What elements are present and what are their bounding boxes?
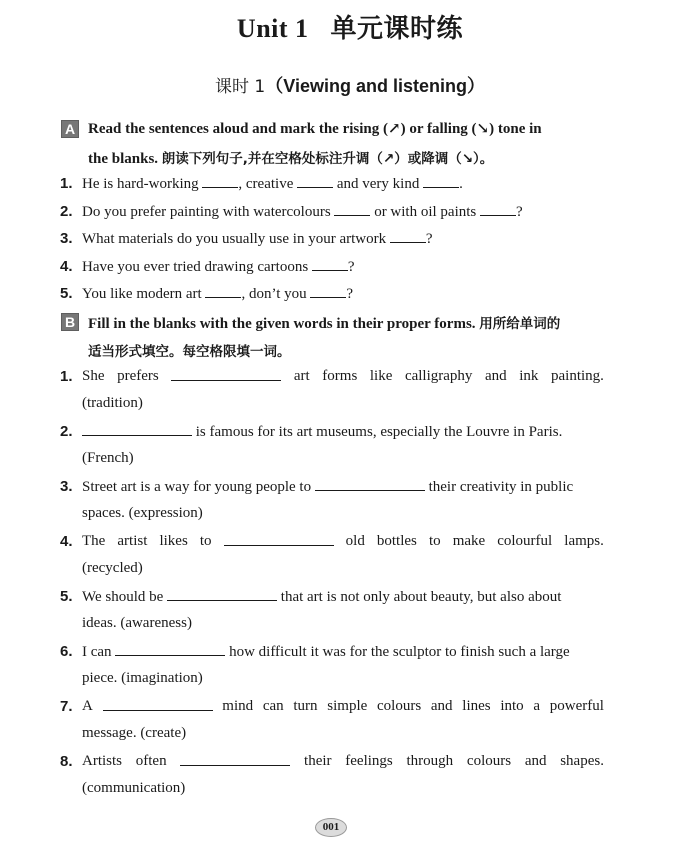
text-part: Have you ever tried drawing cartoons bbox=[82, 259, 312, 275]
text-part: ? bbox=[425, 231, 433, 247]
lesson-title bbox=[0, 72, 700, 98]
answer-blank[interactable] bbox=[390, 230, 426, 243]
item-hint: spaces. (expression) bbox=[82, 505, 203, 521]
section-b-badge: B bbox=[61, 313, 79, 331]
word: into bbox=[500, 698, 524, 714]
item-line bbox=[82, 753, 604, 770]
text-part: and very kind bbox=[333, 176, 424, 192]
answer-blank[interactable] bbox=[334, 203, 370, 216]
answer-blank[interactable] bbox=[205, 285, 241, 298]
text-part: is famous for its art museums, especially the Louvre in Paris. bbox=[195, 424, 563, 440]
text-part: What materials do you usually use in your artwork bbox=[82, 231, 390, 247]
word: to bbox=[199, 533, 212, 549]
item-hint: (recycled) bbox=[82, 560, 143, 576]
word: and bbox=[430, 698, 453, 714]
text-part: I can bbox=[82, 644, 112, 660]
answer-blank[interactable] bbox=[224, 533, 334, 546]
item-number: 1. bbox=[60, 175, 73, 192]
word: through bbox=[406, 753, 454, 769]
item-line bbox=[82, 368, 604, 385]
word: feelings bbox=[345, 753, 393, 769]
text-part: He is hard-working bbox=[82, 176, 203, 192]
item-number: 3. bbox=[60, 478, 73, 495]
word: lines bbox=[462, 698, 491, 714]
answer-blank[interactable] bbox=[115, 643, 225, 656]
item-text bbox=[82, 230, 433, 248]
item-line bbox=[82, 533, 604, 550]
answer-blank[interactable] bbox=[82, 423, 192, 436]
unit-label: Unit 1 bbox=[236, 14, 309, 43]
section-b-instruction-cn-2: 适当形式填空。每空格限填一词。 bbox=[88, 344, 291, 360]
item-hint: (French) bbox=[82, 450, 134, 466]
text-part: their creativity in public bbox=[428, 479, 574, 495]
lesson-title-en: （Viewing and listening） bbox=[265, 76, 485, 96]
item-number: 2. bbox=[60, 203, 73, 220]
word: and bbox=[524, 753, 547, 769]
unit-title-cn: 单元课时练 bbox=[330, 14, 464, 44]
item-hint: ideas. (awareness) bbox=[82, 615, 192, 631]
word: like bbox=[369, 368, 393, 384]
unit-title bbox=[0, 8, 700, 45]
word: She bbox=[82, 368, 105, 384]
item-number: 5. bbox=[60, 285, 73, 302]
answer-blank[interactable] bbox=[167, 588, 277, 601]
text-part: You like modern art bbox=[82, 286, 206, 302]
text-part: , creative bbox=[238, 176, 298, 192]
word: forms bbox=[322, 368, 358, 384]
item-line bbox=[82, 643, 570, 661]
section-b-instruction-line2 bbox=[88, 340, 604, 361]
text-part: We should be bbox=[82, 589, 164, 605]
answer-blank[interactable] bbox=[180, 753, 290, 766]
item-number: 6. bbox=[60, 643, 73, 660]
text-part: ? bbox=[516, 204, 523, 220]
section-b-instruction-line1 bbox=[88, 312, 604, 333]
item-hint: (communication) bbox=[82, 780, 186, 796]
item-number: 2. bbox=[60, 423, 73, 440]
word: likes bbox=[159, 533, 188, 549]
item-text bbox=[82, 175, 463, 193]
word: often bbox=[135, 753, 167, 769]
text-part: , don’t you bbox=[241, 286, 311, 302]
word: shapes. bbox=[560, 753, 604, 769]
word: to bbox=[428, 533, 441, 549]
answer-blank[interactable] bbox=[297, 175, 333, 188]
answer-blank[interactable] bbox=[202, 175, 238, 188]
answer-blank[interactable] bbox=[171, 368, 281, 381]
item-line bbox=[82, 478, 573, 496]
item-text bbox=[82, 285, 353, 303]
item-number: 7. bbox=[60, 698, 73, 715]
word: The bbox=[82, 533, 106, 549]
word: colourful bbox=[497, 533, 553, 549]
item-number: 1. bbox=[60, 368, 73, 385]
word: and bbox=[485, 368, 507, 384]
answer-blank[interactable] bbox=[312, 258, 348, 271]
word: mind bbox=[222, 698, 254, 714]
item-hint: message. (create) bbox=[82, 725, 187, 741]
word: simple bbox=[327, 698, 368, 714]
item-number: 8. bbox=[60, 753, 73, 770]
word: ink bbox=[519, 368, 539, 384]
answer-blank[interactable] bbox=[310, 285, 346, 298]
text-part: that art is not only about beauty, but also about bbox=[280, 589, 562, 605]
word: colours bbox=[466, 753, 512, 769]
text-part: Do you prefer painting with watercolours bbox=[82, 204, 335, 220]
section-a-instruction-cn: 朗读下列句子,并在空格处标注升调（↗）或降调（↘）。 bbox=[161, 151, 494, 167]
lesson-title-cn: 课时 1 bbox=[215, 77, 266, 97]
section-b-instruction-en: Fill in the blanks with the given words in their proper forms. bbox=[88, 316, 476, 332]
text-part: or with oil paints bbox=[370, 204, 481, 220]
item-text bbox=[82, 203, 523, 221]
page-number: 001 bbox=[315, 818, 347, 837]
word: artist bbox=[117, 533, 148, 549]
item-number: 5. bbox=[60, 588, 73, 605]
word: prefers bbox=[117, 368, 159, 384]
word: colours bbox=[377, 698, 422, 714]
text-part: ? bbox=[346, 286, 354, 302]
item-line bbox=[82, 698, 604, 715]
text-part: . bbox=[459, 176, 463, 192]
word: powerful bbox=[549, 698, 604, 714]
answer-blank[interactable] bbox=[103, 698, 213, 711]
item-number: 3. bbox=[60, 230, 73, 247]
answer-blank[interactable] bbox=[480, 203, 516, 216]
text-part: Street art is a way for young people to bbox=[82, 479, 312, 495]
word: can bbox=[262, 698, 284, 714]
section-b-instruction-cn: 用所给单词的 bbox=[479, 316, 561, 332]
item-number: 4. bbox=[60, 258, 73, 275]
text-part: how difficult it was for the sculptor to finish such a large bbox=[229, 644, 570, 660]
answer-blank[interactable] bbox=[315, 478, 425, 491]
word: their bbox=[304, 753, 332, 769]
text-part: ? bbox=[347, 259, 355, 275]
word: make bbox=[452, 533, 486, 549]
item-hint: piece. (imagination) bbox=[82, 670, 203, 686]
section-a-instruction-line2 bbox=[88, 147, 604, 168]
item-number: 4. bbox=[60, 533, 73, 550]
word: Artists bbox=[82, 753, 123, 769]
word: calligraphy bbox=[404, 368, 473, 384]
word: painting. bbox=[551, 368, 604, 384]
word: A bbox=[82, 698, 93, 714]
section-a-instruction-en: the blanks. bbox=[88, 151, 159, 167]
item-line bbox=[82, 423, 562, 441]
word: turn bbox=[293, 698, 318, 714]
word: art bbox=[293, 368, 310, 384]
section-a-badge: A bbox=[61, 120, 79, 138]
answer-blank[interactable] bbox=[423, 175, 459, 188]
item-hint: (tradition) bbox=[82, 395, 143, 411]
item-text bbox=[82, 258, 355, 276]
section-a-instruction-line1: Read the sentences aloud and mark the rising (↗) or falling (↘) tone in bbox=[88, 121, 542, 137]
word: old bbox=[345, 533, 365, 549]
word: lamps. bbox=[564, 533, 604, 549]
word: bottles bbox=[376, 533, 417, 549]
word: a bbox=[533, 698, 541, 714]
item-line bbox=[82, 588, 561, 606]
